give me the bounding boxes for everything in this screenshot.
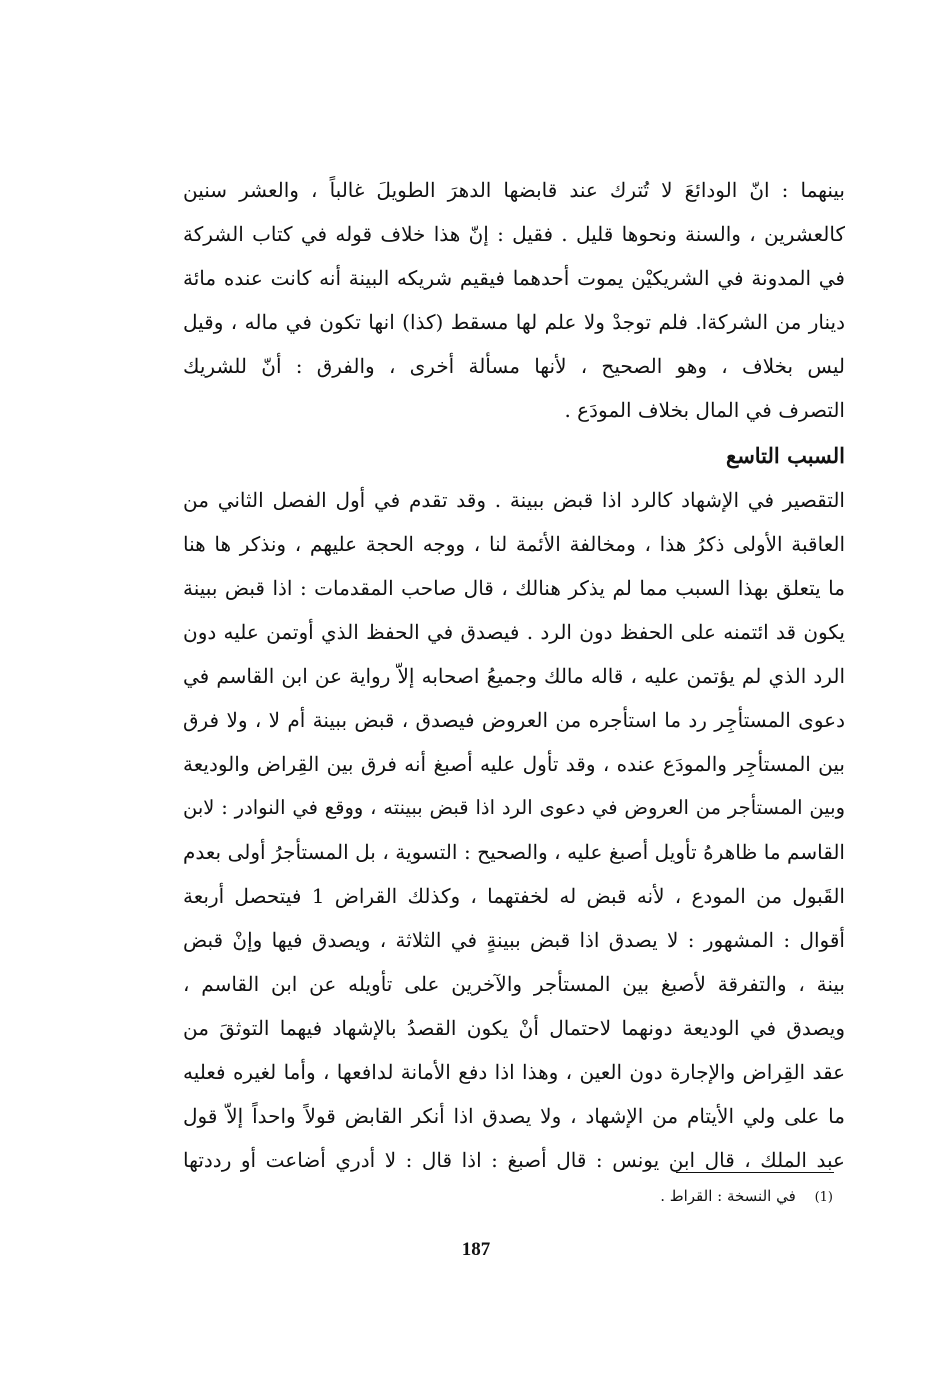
text-line: العاقبة الأولى ذكرُ هذا ، ومخالفة الأئمة لنا ، ووجه الحجة عليهم ، ونذكر ها هنا [183, 532, 845, 556]
text-line: القاسم ما ظاهرهُ تأويل أصبغ عليه ، والصحيح : التسوية ، بل المستأجرُ أولى بعدم [183, 840, 845, 864]
text-line: ليس بخلاف ، وهو الصحيح ، لأنها مسألة أخرى ، والفرق : أنّ للشريك [183, 354, 845, 378]
text-line: دعوى المستأجِر رد ما استأجره من العروض فيصدق ، قبض ببينة أم لا ، ولا فرق [183, 708, 845, 732]
footnote [183, 1182, 833, 1212]
text-line: ما على ولي الأيتام من الإشهاد ، ولا يصدق اذا أنكر القابض قولاً واحداً إلاّ قول [183, 1104, 845, 1128]
page-number: 187 [461, 1239, 491, 1260]
paragraph-2 [183, 478, 845, 1182]
text-line: بينة ، والتفرقة لأصبغ بين المستأجر والآخرين على تأويله عن ابن القاسم ، [183, 972, 845, 996]
text-line: كالعشرين ، والسنة ونحوها قليل . فقيل : إنّ هذا خلاف قوله في كتاب الشركة [183, 222, 845, 246]
text-line: الرد الذي لم يؤتمن عليه ، قاله مالك وجميعُ اصحابه إلاّ رواية عن ابن القاسم في [183, 664, 845, 688]
footnote-separator [676, 1172, 834, 1173]
text-line: التقصير في الإشهاد كالرد اذا قبض ببينة . وقد تقدم في أول الفصل الثاني من [183, 488, 845, 512]
text-line: ما يتعلق بهذا السبب مما لم يذكر هنالك ، قال صاحب المقدمات : اذا قبض ببينة [183, 576, 845, 600]
text-line: عقد القِراض والإجارة دون العين ، وهذا اذا دفع الأمانة لدافعها ، وأما لغيره فعليه [183, 1060, 845, 1084]
section-heading: السبب التاسع [726, 443, 845, 468]
paragraph-1 [183, 168, 845, 432]
text-line: التصرف في المال بخلاف المودَع . [564, 398, 845, 422]
text-line: القَبول من المودع ، لأنه قبض له لخفتهما ، وكذلك القراض 1 فيتحصل أربعة [183, 884, 845, 908]
text-line: بينهما : انّ الودائعَ لا تُترك عند قابضها الدهرَ الطويلَ غالباً ، والعشر سنين [183, 178, 845, 202]
footnote-text: في النسخة : القراط . [660, 1187, 796, 1205]
text-line: يكون قد ائتمنه على الحفظ دون الرد . فيصدق في الحفظ الذي أوتمن عليه دون [183, 620, 845, 644]
footnote-marker: (1) [814, 1190, 833, 1205]
text-line: بين المستأجِر والمودَع عنده ، وقد تأول عليه أصبغ أنه فرق بين القِراض والوديعة [183, 752, 845, 776]
text-line: وبين المستأجر من العروض في دعوى الرد اذا قبض ببينته ، ووقع في النوادر : لابن [183, 796, 845, 819]
text-line: في المدونة في الشريكيْن يموت أحدهما فيقيم شريكه البينة أنه كانت عنده مائة [183, 266, 845, 290]
text-line: أقوال : المشهور : لا يصدق اذا قبض ببينةٍ في الثلاثة ، ويصدق فيها وإنْ قبض [183, 928, 845, 952]
text-line: عبد الملك ، قال ابن يونس : قال أصبغ : اذا قال : لا أدري أضاعت أو رددتها [183, 1148, 845, 1172]
text-line: دينار من الشركةا. فلم توجدْ ولا علم لها مسقط (كذا) انها تكون في ماله ، وقيل [183, 310, 845, 334]
text-line: ويصدق في الوديعة دونهما لاحتمال أنْ يكون القصدُ بالإشهاد فيهما التوثقَ من [183, 1016, 845, 1040]
